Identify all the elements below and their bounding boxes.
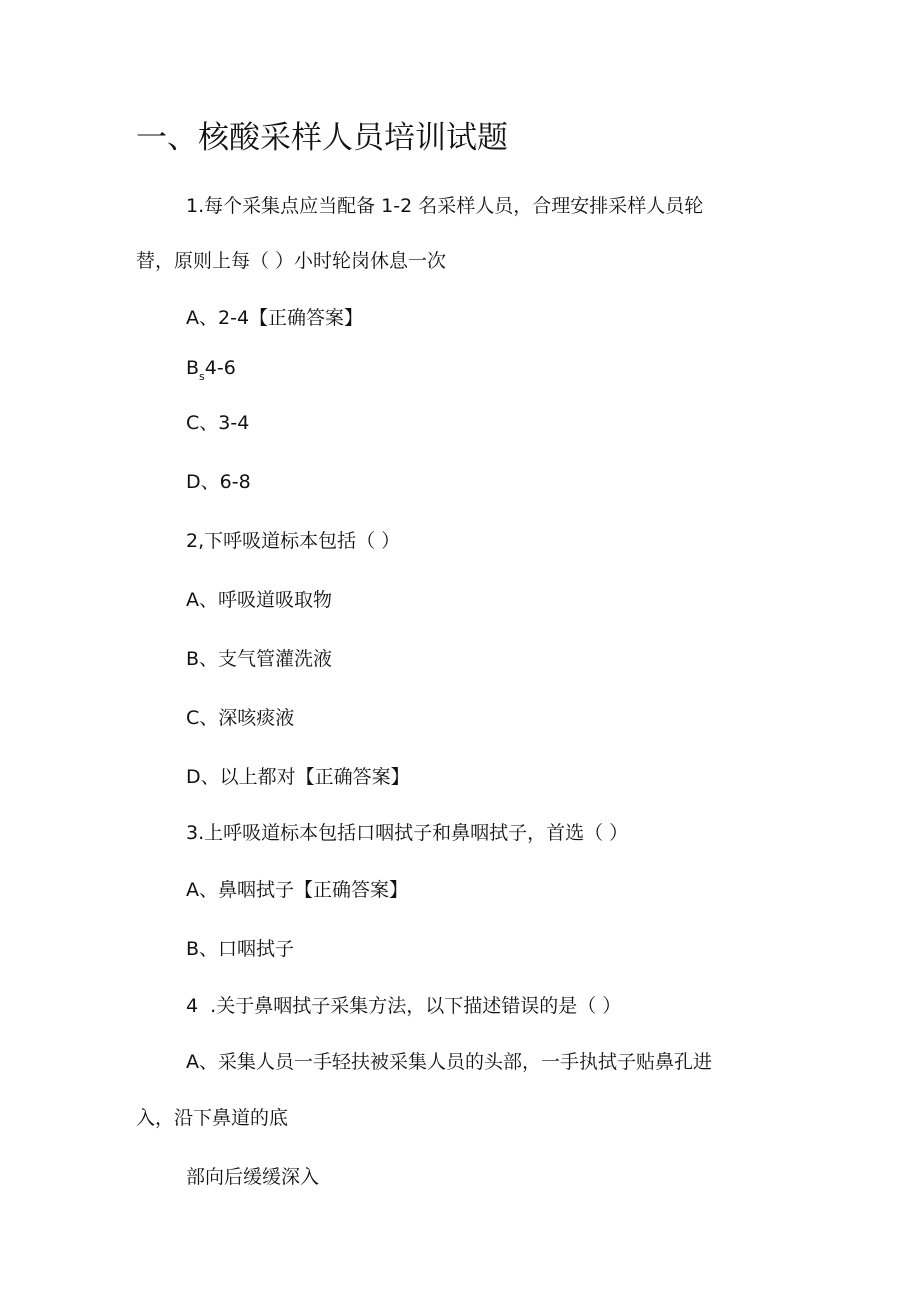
question-2-option-a: A、呼吸道吸取物	[186, 589, 332, 611]
option-b-subscript: s	[199, 370, 205, 383]
question-1-option-b	[186, 354, 236, 391]
question-1-stem-line-2: 替，原则上每（ ）小时轮岗休息一次	[136, 250, 447, 272]
question-2-option-d: D、以上都对【正确答案】	[186, 766, 410, 788]
question-2-stem: 2,下呼吸道标本包括（ ）	[186, 530, 401, 552]
option-b-text: 4-6	[204, 357, 236, 379]
question-2-option-b: B、支气管灌洗液	[186, 648, 333, 670]
question-3-option-b: B、口咽拭子	[186, 938, 295, 960]
question-1-stem-line-1: 1.每个采集点应当配备 1-2 名采样人员，合理安排采样人员轮	[186, 195, 704, 217]
question-4-option-a-line-2: 入，沿下鼻道的底	[136, 1107, 289, 1129]
question-4-option-a-line-1: A、采集人员一手轻扶被采集人员的头部，一手执拭子贴鼻孔进	[186, 1051, 712, 1073]
option-b-letter: B	[186, 357, 200, 379]
question-3-stem: 3.上呼吸道标本包括口咽拭子和鼻咽拭子，首选（ ）	[186, 822, 629, 844]
question-1-option-d: D、6-8	[186, 471, 251, 493]
question-2-option-c: C、深咳痰液	[186, 707, 295, 729]
question-3-option-a: A、鼻咽拭子【正确答案】	[186, 879, 408, 901]
question-1-option-a: A、2-4【正确答案】	[186, 307, 364, 329]
question-1-option-c: C、3-4	[186, 412, 250, 434]
page-title: 一、核酸采样人员培训试题	[136, 120, 508, 156]
question-4-option-a-line-3: 部向后缓缓深入	[186, 1166, 320, 1188]
question-4-stem: 4 .关于鼻咽拭子采集方法，以下描述错误的是（ ）	[186, 995, 622, 1017]
